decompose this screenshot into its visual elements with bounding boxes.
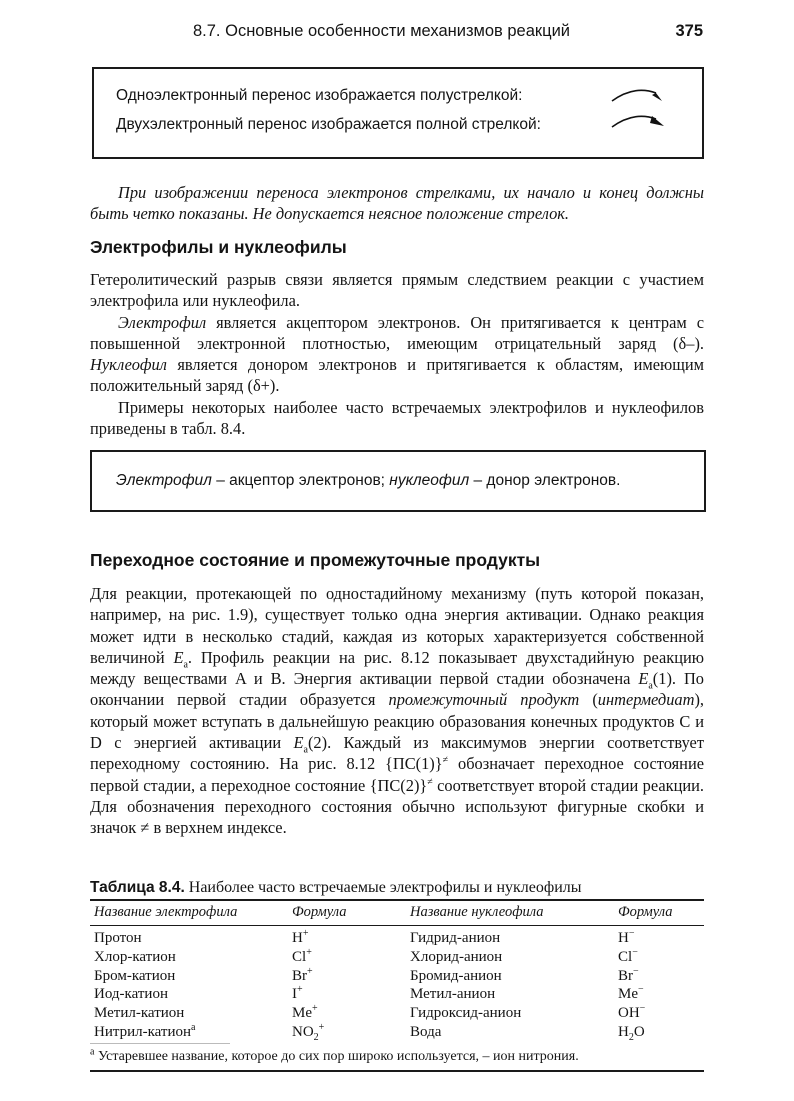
nucleophile-formula	[618, 965, 639, 985]
subscript: a	[183, 659, 188, 671]
footnote-mark: a	[191, 1022, 196, 1033]
footnote-text: Устаревшее название, которое до сих пор широко используется, – ион нитрония.	[94, 1049, 579, 1064]
symbol-ea: E	[293, 733, 304, 753]
term-nucleophile: Нуклеофил	[90, 355, 167, 375]
full-arrow-line: Двухэлектронный перенос изображается полной стрелкой:	[116, 116, 541, 133]
electrophile-name	[94, 986, 168, 1003]
charge: −	[628, 928, 635, 939]
text: Хлор-катион	[94, 948, 176, 965]
header-formula: Формула	[292, 904, 347, 920]
arrow-note	[90, 182, 704, 225]
table-bottom-rule	[90, 1070, 704, 1072]
electrophile-formula	[292, 986, 303, 1003]
table-footnote	[90, 1046, 579, 1065]
electrophile-name	[94, 1024, 196, 1041]
subscript: 2	[628, 1032, 634, 1043]
charge: +	[307, 965, 313, 977]
text: Нитрил-катион	[94, 1024, 192, 1040]
text: OH	[618, 1005, 640, 1022]
charge: +	[312, 1003, 318, 1015]
nucleophile-formula	[618, 986, 644, 1003]
text: H	[292, 930, 303, 946]
text: является донором электронов и притягивается к областям, имеющим положительный заряд (δ+).	[90, 355, 704, 396]
full-arrow-icon	[608, 109, 664, 131]
subscript: a	[648, 680, 653, 692]
text: Br	[292, 967, 307, 984]
text: Протон	[94, 930, 142, 946]
charge: +	[318, 1022, 325, 1033]
subscript: a	[303, 744, 308, 756]
electrophile-name	[94, 968, 175, 985]
section-title: 8.7. Основные особенности механизмов реакций	[193, 22, 571, 40]
text: – акцептор электронов;	[211, 472, 390, 489]
table-header-rule	[90, 925, 704, 926]
footnote-separator	[90, 1043, 230, 1044]
text: Cl	[618, 948, 633, 965]
table-row	[90, 986, 704, 1005]
term-electrophile: Электрофил	[116, 472, 212, 489]
paragraph-electrophile-definition	[90, 312, 704, 397]
subscript: 2	[313, 1032, 319, 1043]
nucleophile-formula	[618, 1024, 645, 1041]
header-formula: Формула	[618, 904, 673, 920]
half-arrow-line: Одноэлектронный перенос изображается полустрелкой:	[116, 87, 523, 104]
term-intermediate: интермедиат	[597, 690, 695, 710]
text: Cl	[292, 948, 307, 965]
charge: +	[306, 946, 312, 958]
electrophile-name	[94, 949, 176, 966]
text: Бром-катион	[94, 967, 176, 984]
text: H	[618, 1024, 629, 1040]
nucleophile-formula	[618, 1005, 645, 1022]
charge: −	[633, 965, 639, 977]
text: O	[633, 1024, 645, 1040]
table-row	[90, 1005, 704, 1024]
heading-transition-state: Переходное состояние и промежуточные продукты	[90, 550, 541, 570]
table-row	[90, 965, 704, 987]
half-arrow-icon	[608, 83, 664, 105]
charge: −	[632, 946, 638, 958]
arrow-note-text: При изображении переноса электронов стрелками, их начало и конец должны быть четко показаны. Не допускается неясное положение стрелок.	[90, 183, 704, 224]
text: (1). По окончании первой стадии образуется	[90, 669, 704, 710]
nucleophile-formula	[618, 946, 638, 966]
text: H	[618, 930, 629, 946]
electrophile-name	[94, 1005, 184, 1022]
electrophile-formula	[292, 1005, 318, 1022]
text: Me	[292, 1005, 312, 1022]
text: соответствует второй стадии реакции. Для обозначения переходного состояния обычно используют фигурные скобки и значок ≠ в верхнем индексе.	[90, 775, 704, 838]
symbol-ea: E	[173, 647, 184, 667]
table-row	[90, 946, 704, 968]
section1-body	[90, 269, 704, 439]
term-electrophile: Электрофил	[118, 312, 207, 332]
table-row	[90, 1024, 704, 1043]
text: Для реакции, протекающей по одностадийному механизму (путь которой показан, например, на рис. 1.9), существует только одна энергия активации. Однако реакция может идти в несколько стадий, каждая из которых характеризуется собственной величиной	[90, 584, 704, 667]
nucleophile-name: Хлорид-анион	[410, 948, 503, 965]
nucleophile-name: Вода	[410, 1024, 442, 1040]
electrophile-formula	[292, 1024, 324, 1041]
footnote-mark: a	[90, 1046, 95, 1058]
heading-electrophiles-nucleophiles: Электрофилы и нуклеофилы	[90, 237, 347, 257]
section2-body	[90, 583, 704, 839]
electrophile-formula	[292, 930, 308, 947]
nucleophile-name: Гидрид-анион	[410, 930, 501, 946]
electrophile-formula	[292, 965, 313, 985]
table-label: Таблица 8.4.	[90, 879, 185, 896]
term-intermediate-product: промежуточный продукт	[388, 690, 580, 710]
table-top-rule	[90, 899, 704, 901]
header-nucleophile-name: Название нуклеофила	[410, 904, 544, 920]
symbol-ea: E	[638, 669, 649, 689]
nucleophile-formula	[618, 930, 634, 947]
text: (2). Каждый из максимумов энергии соответствует переходному состоянию. На рис. 8.12 {ПС(1)}	[90, 733, 704, 774]
definition-text	[116, 472, 620, 490]
text: ), который может вступать в дальнейшую реакцию образования конечных продуктов C и D с энергией активации	[90, 690, 705, 753]
text: Иод-катион	[94, 986, 168, 1003]
text: . Профиль реакции на рис. 8.12 показывает двухстадийную реакцию между веществами A и B. Энергия активации первой стадии обозначена	[90, 647, 704, 689]
table-row	[90, 930, 704, 949]
arrow-notation-box	[92, 67, 704, 159]
running-header	[193, 22, 703, 46]
table-header-row	[90, 904, 704, 926]
text: – донор электронов.	[469, 472, 621, 489]
definition-box	[90, 450, 706, 512]
header-electrophile-name: Название электрофила	[94, 904, 238, 920]
text: Метил-катион	[94, 1005, 185, 1022]
text: I	[292, 986, 297, 1003]
text: является акцептором электронов. Он притягивается к центрам с повышенной электронной плотностью, имеющим отрицательный заряд (δ–).	[90, 312, 704, 353]
charge: −	[639, 1003, 646, 1015]
text: обозначает переходное состояние первой стадии, а переходное состояние {ПС(2)}	[90, 754, 704, 795]
nucleophile-name: Гидроксид-анион	[410, 1005, 522, 1022]
table-caption-text: Наиболее часто встречаемые электрофилы и нуклеофилы	[184, 879, 582, 896]
text: Br	[618, 967, 633, 984]
electrophile-name	[94, 930, 142, 947]
paragraph-table-reference: Примеры некоторых наиболее часто встречаемых электрофилов и нуклеофилов приведены в табл. 8.4.	[90, 397, 704, 439]
charge: +	[302, 928, 309, 939]
paragraph-transition-state	[90, 583, 704, 839]
page-number: 375	[675, 22, 703, 40]
text: (	[579, 690, 598, 710]
superscript-neq: ≠	[442, 754, 449, 766]
electrophile-formula	[292, 946, 312, 966]
term-nucleophile: нуклеофил	[389, 472, 470, 489]
charge: +	[297, 984, 303, 996]
paragraph-heterolytic: Гетеролитический разрыв связи является прямым следствием реакции с участием электрофила или нуклеофила.	[90, 270, 704, 311]
table-caption	[90, 879, 582, 897]
text: NO	[292, 1024, 314, 1040]
text: Me	[618, 986, 638, 1003]
nucleophile-name: Метил-анион	[410, 986, 496, 1003]
charge: −	[638, 984, 644, 996]
superscript-neq: ≠	[427, 776, 433, 788]
nucleophile-name: Бромид-анион	[410, 967, 502, 984]
